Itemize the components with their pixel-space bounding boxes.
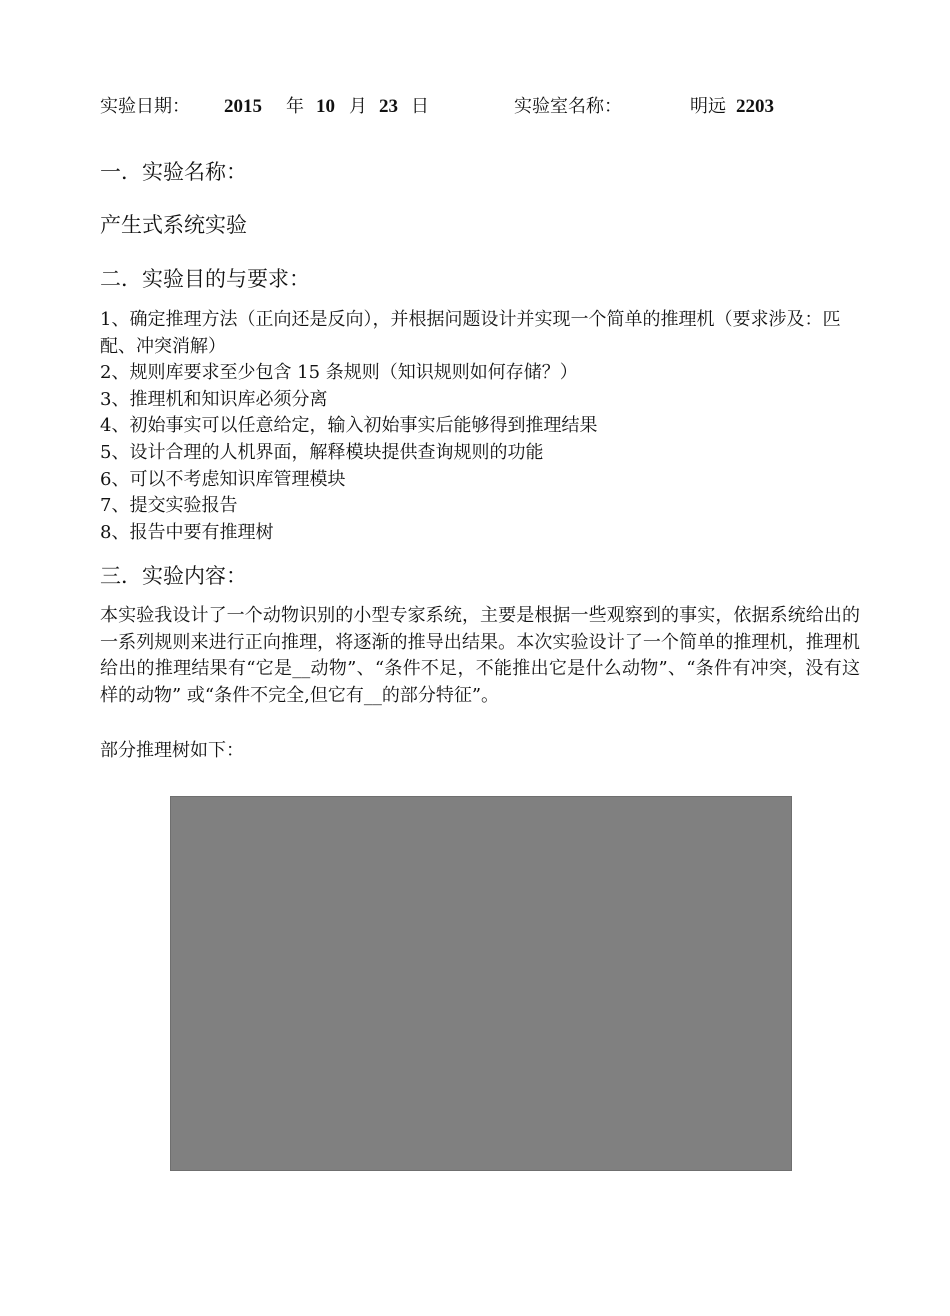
- experiment-name: 产生式系统实验: [100, 213, 247, 237]
- date-year-unit: 年: [286, 96, 304, 117]
- requirements-list: [100, 307, 860, 546]
- date-day: 23: [379, 96, 398, 117]
- date-month: 10: [316, 96, 335, 117]
- section2-title: 实验目的与要求：: [142, 267, 310, 291]
- section2-heading: [100, 264, 310, 294]
- requirement-item: 2、规则库要求至少包含 15 条规则（知识规则如何存储？）: [100, 362, 578, 384]
- requirement-item: 4、初始事实可以任意给定，输入初始事实后能够得到推理结果: [100, 415, 598, 437]
- date-day-unit: 日: [411, 96, 429, 117]
- experiment-content-paragraph: 本实验我设计了一个动物识别的小型专家系统，主要是根据一些观察到的事实，依据系统给出的一系列规则来进行正向推理，将逐渐的推导出结果。本次实验设计了一个简单的推理机，推理机给出的推理结果有“它是__动物”、“条件不足，不能推出它是什么动物”、“条件有冲突，没有这样的动物” 或“条件不完全,但它有__的部分特征”。: [100, 605, 860, 706]
- requirement-item: 6、可以不考虑知识库管理模块: [100, 468, 346, 490]
- inference-tree-figure: [170, 796, 792, 1171]
- requirement-item: 1、确定推理方法（正向还是反向），并根据问题设计并实现一个简单的推理机（要求涉及：匹配、冲突消解）: [100, 309, 841, 357]
- lab-name-number: 2203: [736, 96, 774, 117]
- section1-title: 实验名称：: [142, 160, 247, 184]
- section1-heading: [100, 157, 247, 187]
- requirement-item: 7、提交实验报告: [100, 495, 238, 517]
- section1-number: 一．: [100, 160, 142, 184]
- requirement-item: 5、设计合理的人机界面，解释模块提供查询规则的功能: [100, 441, 544, 463]
- requirement-item: 3、推理机和知识库必须分离: [100, 388, 328, 410]
- lab-name-prefix: 明远: [690, 96, 726, 117]
- date-year: 2015: [224, 96, 262, 117]
- experiment-meta-line: [100, 92, 860, 122]
- date-month-unit: 月: [349, 96, 367, 117]
- section3-number: 三．: [100, 564, 142, 588]
- section3-title: 实验内容：: [142, 564, 247, 588]
- inference-tree-caption: 部分推理树如下：: [100, 740, 244, 761]
- date-label: 实验日期：: [100, 96, 190, 117]
- requirement-item: 8、报告中要有推理树: [100, 521, 274, 543]
- lab-label: 实验室名称：: [514, 96, 622, 117]
- section2-number: 二．: [100, 267, 142, 291]
- section3-heading: [100, 561, 247, 591]
